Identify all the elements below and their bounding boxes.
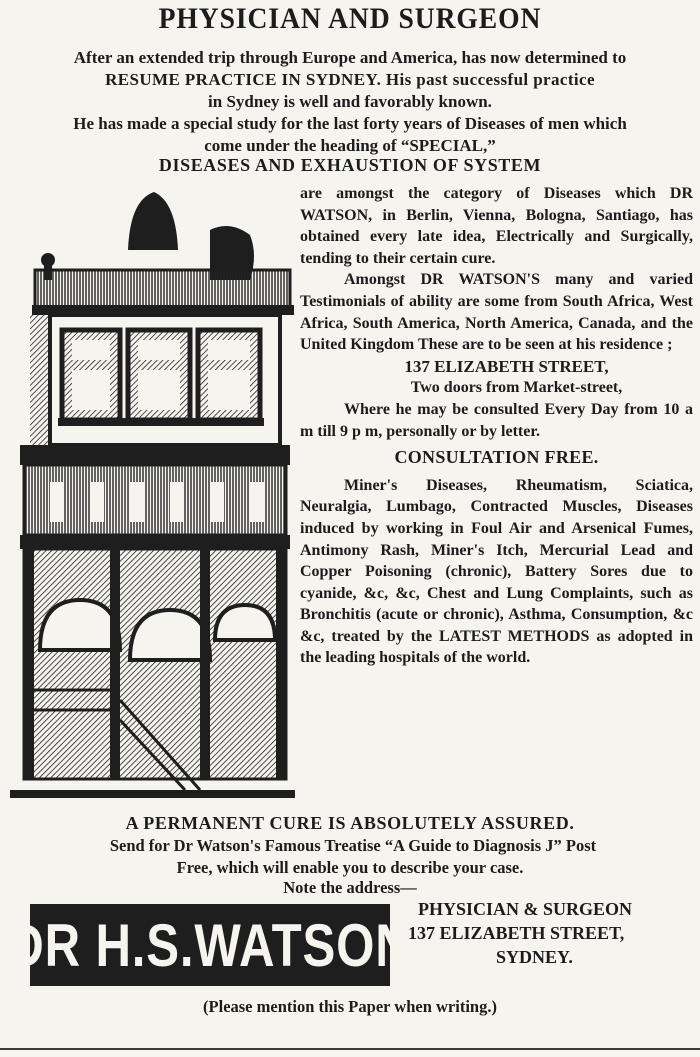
- cure-heading: A PERMANENT CURE IS ABSOLUTELY ASSURED.: [125, 813, 575, 833]
- mention-paper-note: (Please mention this Paper when writing.): [203, 997, 497, 1016]
- intro-line-5: come under the heading of “SPECIAL,”: [204, 136, 496, 155]
- section-heading: DISEASES AND EXHAUSTION OF SYSTEM: [158, 155, 542, 175]
- logo-text: DR H.S.WATSON: [8, 911, 412, 979]
- intro-line-3: in Sydney is well and favorably known.: [208, 92, 492, 111]
- intro-line-1: After an extended trip through Europe and America, has now determined to: [73, 48, 627, 67]
- intro-line-4: He has made a special study for the last forty years of Diseases of men which: [73, 114, 627, 133]
- signature-block: [400, 897, 700, 969]
- ad-title: PHYSICIAN AND SURGEON: [158, 2, 542, 35]
- note-address: Note the address—: [283, 878, 417, 897]
- intro-line-2: RESUME PRACTICE IN SYDNEY. His past successful practice: [105, 70, 595, 89]
- bottom-rule: [0, 1048, 700, 1050]
- address-street: 137 ELIZABETH STREET,: [404, 356, 609, 376]
- sig-street: 137 ELIZABETH STREET,: [408, 923, 625, 943]
- body-text-column: [300, 183, 693, 669]
- treatise-line-2: Free, which will enable you to describe your case.: [176, 858, 524, 877]
- paragraph-diseases: are amongst the category of Diseases which DR WATSON, in Berlin, Vienna, Bologna, Santiago, has obtained every late idea, Electrically and Surgically, tending to their certain cure.: [300, 185, 693, 267]
- paragraph-consult-hours: Where he may be consulted Every Day from 10 a m till 9 p m, personally or by letter.: [300, 400, 693, 440]
- paragraph-testimonials: Amongst DR WATSON'S many and varied Testimonials of ability are some from South Africa, West Africa, South America, North America, Canada, and the United Kingdom These are to be seen at his residence ;: [300, 271, 693, 354]
- consultation-heading: CONSULTATION FREE.: [394, 447, 599, 468]
- sig-title: PHYSICIAN & SURGEON: [418, 899, 633, 919]
- building-illustration: [10, 190, 295, 805]
- paragraph-ailments: Miner's Diseases, Rheumatism, Sciatica, Neuralgia, Lumbago, Contracted Muscles, Diseases induced by working in Foul Air and Arsenical Fumes, Antimony Rash, Miner's Itch, Mercurial Lead and Copper Poisoning (chronic), Battery Sores due to cyanide, &c, &c, Chest and Lung Complaints, such as Bronchitis (acute or chronic), Asthma, Consumption, &c &c, treated by the LATEST METHODS as adopted in the leading hospitals of the world.: [300, 476, 693, 667]
- address-note: Two doors from Market-street,: [410, 379, 623, 397]
- treatise-line: Send for Dr Watson's Famous Treatise “A Guide to Diagnosis J” Post: [109, 836, 597, 855]
- sig-city: SYDNEY.: [496, 947, 573, 967]
- watson-logo-block: [8, 904, 412, 986]
